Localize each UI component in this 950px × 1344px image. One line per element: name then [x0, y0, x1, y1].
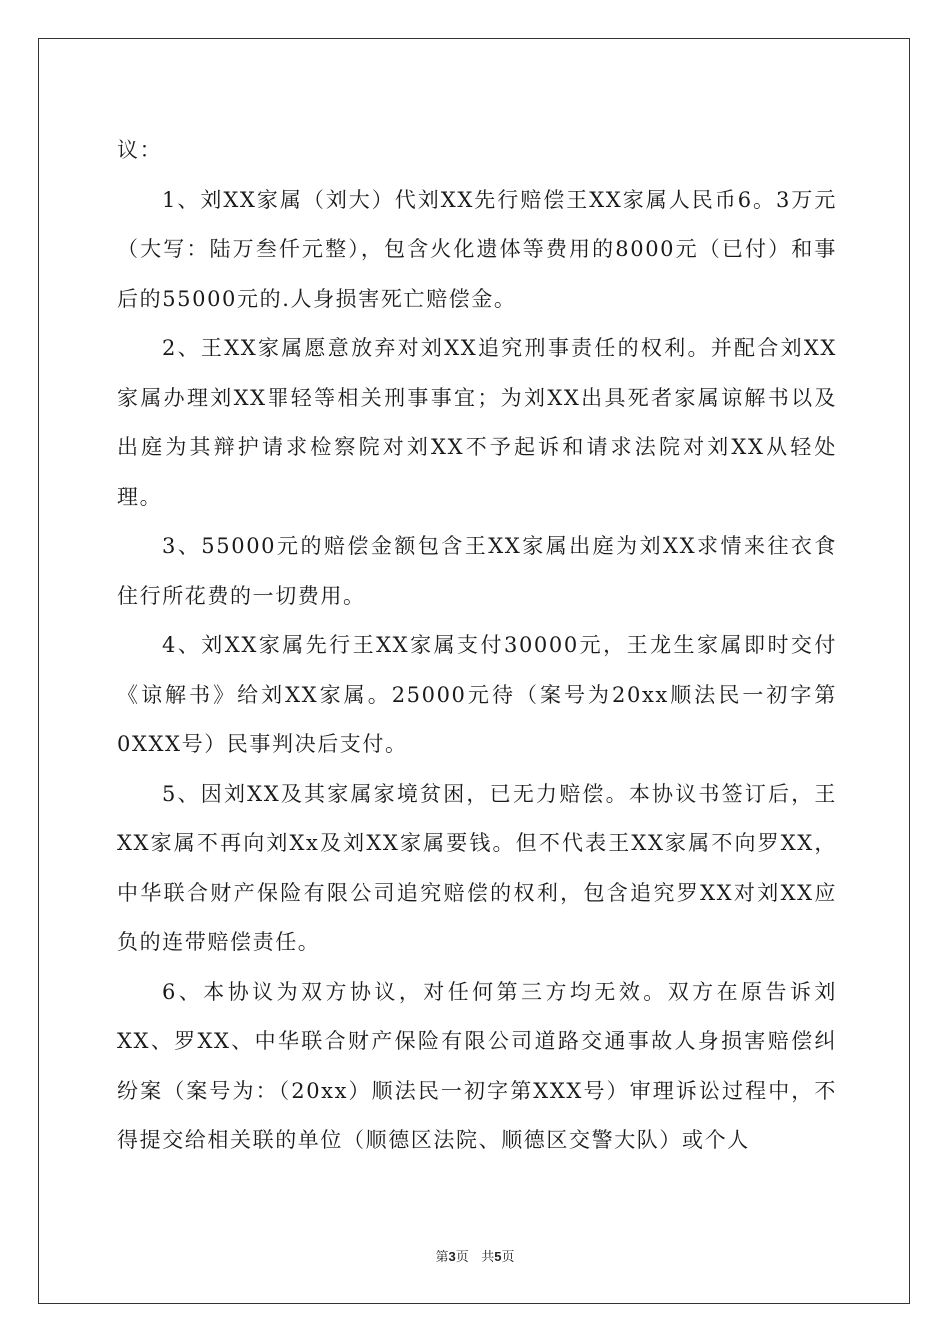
clause-3: 3、55000元的赔偿金额包含王XX家属出庭为刘XX求情来往衣食住行所花费的一切费用。 [117, 534, 837, 608]
total-prefix: 共 [481, 1250, 495, 1265]
clause-4: 4、刘XX家属先行王XX家属支付30000元，王龙生家属即时交付《谅解书》给刘XX家属。25000元待（案号为20xx顺法民一初字第0XXX号）民事判决后支付。 [117, 633, 837, 756]
document-body [117, 126, 837, 1166]
clause-6: 6、本协议为双方协议，对任何第三方均无效。双方在原告诉刘XX、罗XX、中华联合财产保险有限公司道路交通事故人身损害赔偿纠纷案（案号为：（20xx）顺法民一初字第XXX号）审理诉讼过程中，不得提交给相关联的单位（顺德区法院、顺德区交警大队）或个人 [117, 979, 837, 1152]
total-suffix: 页 [501, 1250, 515, 1265]
page-footer [0, 1246, 950, 1265]
total-page-count: 5 [494, 1249, 502, 1264]
paragraph-continuation: 议： [117, 138, 163, 162]
page-prefix: 第 [435, 1250, 449, 1265]
clause-1: 1、刘XX家属（刘大）代刘XX先行赔偿王XX家属人民币6。3万元（大写：陆万叁仟元整），包含火化遗体等费用的8000元（已付）和事后的55000元的.人身损害死亡赔偿金。 [117, 187, 837, 311]
clause-5: 5、因刘XX及其家属家境贫困，已无力赔偿。本协议书签订后，王XX家属不再向刘Xx及刘XX家属要钱。但不代表王XX家属不向罗XX，中华联合财产保险有限公司追究赔偿的权利，包含追究罗XX对刘XX应负的连带赔偿责任。 [117, 781, 837, 954]
clause-2: 2、王XX家属愿意放弃对刘XX追究刑事责任的权利。并配合刘XX家属办理刘XX罪轻等相关刑事事宜；为刘XX出具死者家属谅解书以及出庭为其辩护请求检察院对刘XX不予起诉和请求法院对刘XX从轻处理。 [117, 336, 837, 509]
current-page-number: 3 [448, 1249, 456, 1264]
page-suffix: 页 [455, 1250, 469, 1265]
